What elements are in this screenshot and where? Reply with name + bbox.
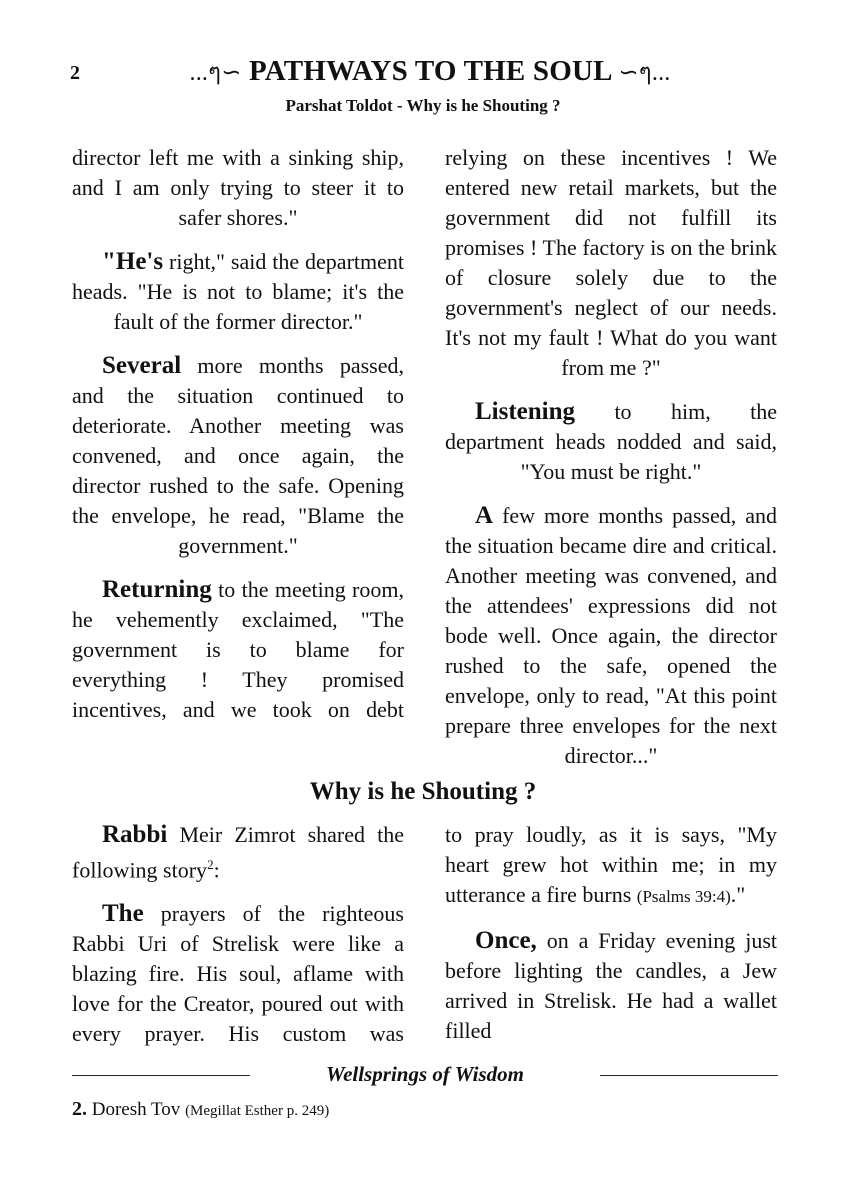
paragraph: Several more months passed, and the situation continued to deteriorate. Another meeting was convened, and once again, the director rushed to the safe. Opening the envelope, he read, "Blame the government.": [72, 352, 404, 558]
paragraph: to pray loudly, as it is says, "My heart grew hot within me; in my utterance a fire burns (Psalms 39:4).": [445, 822, 777, 907]
top-left-column: [72, 143, 404, 739]
running-header: [130, 52, 730, 91]
paragraph: Rabbi Meir Zimrot shared the following story$^2$:: [72, 821, 404, 883]
bottom-left-column: [72, 820, 404, 1063]
paragraph: A few more months passed, and the situation became dire and critical. Another meeting was convened, and the attendees' expressions did not bode well. Once again, the director rushed to the safe, opened the envelope, only to read, "At this point prepare three envelopes for the next director...": [445, 502, 777, 768]
footnote-marker: 2: [207, 857, 214, 872]
footnote: 2. Doresh Tov (Megillat Esther p. 249): [72, 1098, 330, 1120]
page-number: 2: [70, 62, 80, 84]
chapter-subtitle: Parshat Toldot - Why is he Shouting ?: [285, 96, 561, 115]
paragraph: director left me with a sinking ship, and I am only trying to steer it to safer shores.": [72, 145, 404, 230]
bottom-right-column: [445, 820, 777, 1060]
paragraph: Returning to the meeting room, he vehemently exclaimed, "The government is to blame for everything ! They promised incentives, and we took on debt: [72, 576, 404, 722]
paragraph: "He's right," said the department heads. "He is not to blame; it's the fault of the former director.": [72, 248, 404, 334]
ornament-right-icon: ∽ๆ...: [618, 60, 671, 86]
paragraph: relying on these incentives ! We entered new retail markets, but the government did not fulfill its promises ! The factory is on the brink of closure solely due to the government's neglect of our needs. It's not my fault ! What do you want from me ?": [445, 145, 777, 380]
section-title: Why is he Shouting ?: [309, 778, 537, 805]
paragraph: Listening to him, the department heads nodded and said, "You must be right.": [445, 398, 777, 484]
top-right-column: [445, 143, 777, 785]
paragraph: The prayers of the righteous Rabbi Uri of Strelisk were like a blazing fire. His soul, aflame with love for the Creator, poured out with every prayer. His custom was: [72, 900, 404, 1047]
book-title: PATHWAYS TO THE SOUL: [248, 55, 612, 87]
paragraph: Once, on a Friday evening just before lighting the candles, a Jew arrived in Strelisk. He had a wallet filled: [445, 927, 777, 1043]
ornament-left-icon: ...ๆ∽: [189, 60, 242, 86]
footer-title: Wellsprings of Wisdom: [250, 1062, 600, 1087]
